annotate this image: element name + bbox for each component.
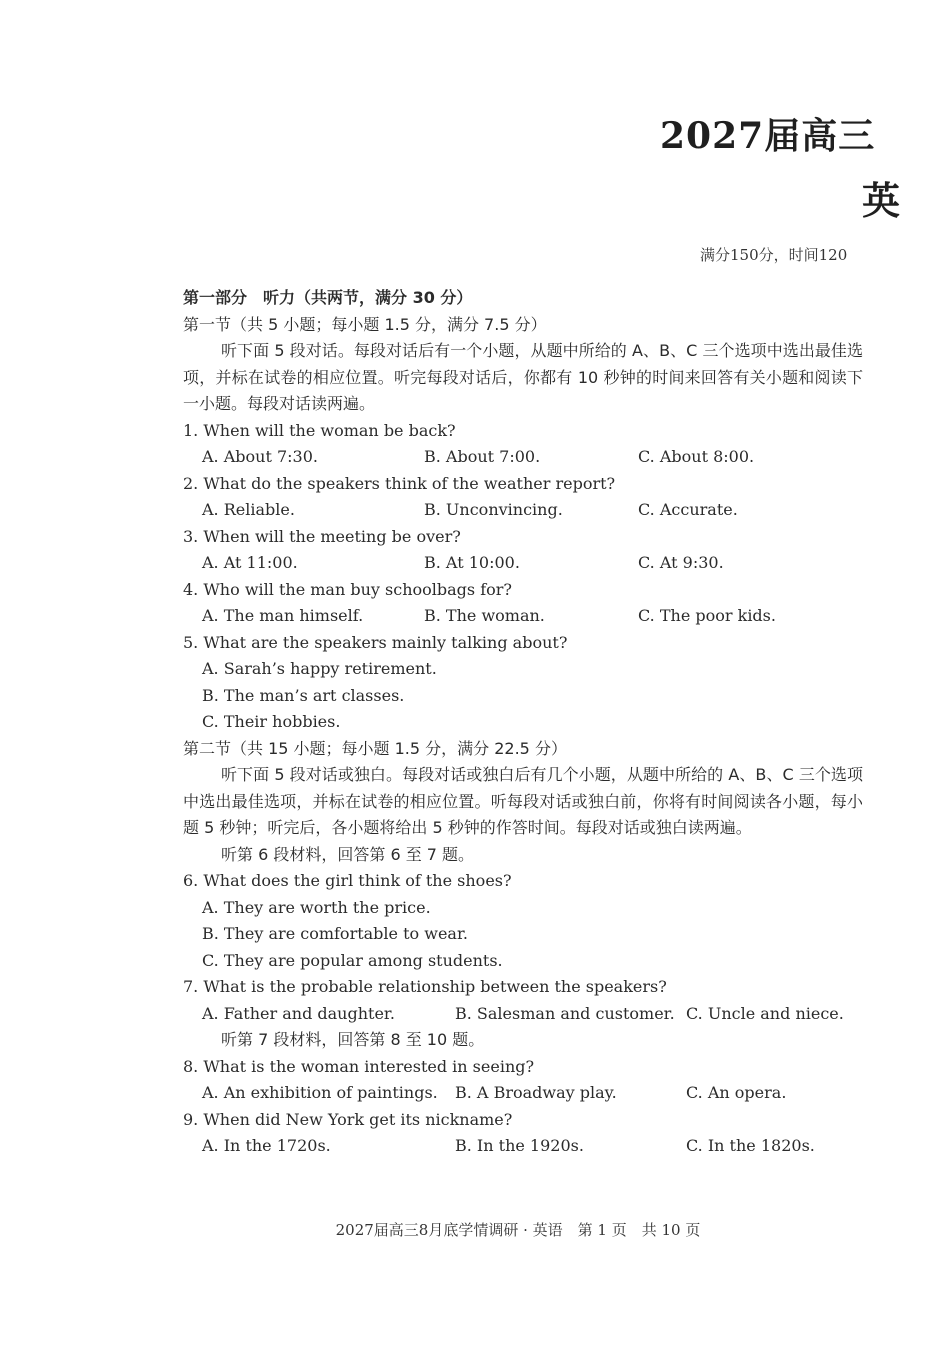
section2-heading: 第二节（共 15 小题；每小题 1.5 分，满分 22.5 分） (183, 738, 567, 758)
option-c: C. Their hobbies. (202, 712, 341, 731)
exam-title: 2027届高三 (660, 115, 876, 157)
question-options (183, 497, 863, 524)
material-6-note: 听第 6 段材料，回答第 6 至 7 题。 (221, 844, 475, 864)
option-c: C. They are popular among students. (202, 950, 503, 970)
option-a: A. At 11:00. (202, 553, 298, 572)
option-c: C. Accurate. (638, 500, 738, 519)
question-options (183, 1001, 863, 1028)
option-b: B. A Broadway play. (455, 1083, 617, 1102)
option-a: A. Reliable. (202, 500, 295, 519)
question-text: 5. What are the speakers mainly talking about? (183, 632, 568, 652)
option-a: A. The man himself. (202, 606, 364, 625)
question-options (183, 550, 863, 577)
question-text: 3. When will the meeting be over? (183, 526, 461, 546)
option-b: B. About 7:00. (424, 447, 541, 466)
option-b: B. Salesman and customer. (455, 1003, 675, 1023)
option-c: C. The poor kids. (638, 606, 776, 625)
option-b: B. Unconvincing. (424, 500, 563, 519)
option-c: C. In the 1820s. (686, 1136, 815, 1155)
option-a: A. About 7:30. (202, 447, 318, 466)
question-text: 6. What does the girl think of the shoes? (183, 871, 512, 890)
question-text: 2. What do the speakers think of the weather report? (183, 473, 616, 493)
exam-subject: 英 (862, 178, 901, 223)
option-c: C. About 8:00. (638, 447, 755, 466)
question-options (183, 1080, 863, 1107)
question-options (183, 444, 863, 471)
question-text: 1. When will the woman be back? (183, 420, 456, 440)
option-b: B. In the 1920s. (455, 1136, 584, 1155)
question-text: 8. What is the woman interested in seeing? (183, 1056, 535, 1076)
option-a: A. An exhibition of paintings. (202, 1083, 438, 1102)
option-c: C. An opera. (686, 1083, 787, 1102)
question-text: 7. What is the probable relationship between the speakers? (183, 977, 667, 996)
option-b: B. The man’s art classes. (202, 685, 405, 705)
option-a: A. They are worth the price. (202, 897, 431, 917)
section2-instructions: 听下面 5 段对话或独白。每段对话或独白后有几个小题，从题中所给的 A、B、C 三个选项中选出最佳选项，并标在试卷的相应位置。听每段对话或独白前，你将有时间阅读各小题，每小题 5 秒钟；听完后，各小题将给出 5 秒钟的作答时间。每段对话或独白读两遍。 (183, 765, 863, 837)
option-a: A. Sarah’s happy retirement. (202, 659, 437, 678)
section1-heading: 第一节（共 5 小题；每小题 1.5 分，满分 7.5 分） (183, 314, 547, 334)
option-a: A. In the 1720s. (202, 1136, 331, 1155)
question-text: 4. Who will the man buy schoolbags for? (183, 579, 512, 599)
question-options (183, 1133, 863, 1160)
page-footer: 2027届高三8月底学情调研 · 英语 第 1 页 共 10 页 (335, 1221, 701, 1239)
option-c: C. Uncle and niece. (686, 1003, 844, 1023)
score-time-line: 满分150分，时间120 (700, 246, 848, 264)
exam-body (183, 285, 863, 1160)
option-b: B. At 10:00. (424, 553, 520, 572)
question-text: 9. When did New York get its nickname? (183, 1109, 513, 1129)
option-b: B. The woman. (424, 606, 545, 625)
section1-instructions: 听下面 5 段对话。每段对话后有一个小题，从题中所给的 A、B、C 三个选项中选出最佳选项，并标在试卷的相应位置。听完每段对话后，你都有 10 秒钟的时间来回答有关小题和阅读下一小题。每段对话读两遍。 (183, 341, 863, 413)
option-c: C. At 9:30. (638, 553, 724, 572)
question-options (183, 603, 863, 630)
part1-heading: 第一部分 听力（共两节，满分 30 分） (183, 288, 473, 307)
material-7-note: 听第 7 段材料，回答第 8 至 10 题。 (221, 1030, 485, 1049)
option-a: A. Father and daughter. (202, 1003, 395, 1023)
option-b: B. They are comfortable to wear. (202, 924, 468, 943)
